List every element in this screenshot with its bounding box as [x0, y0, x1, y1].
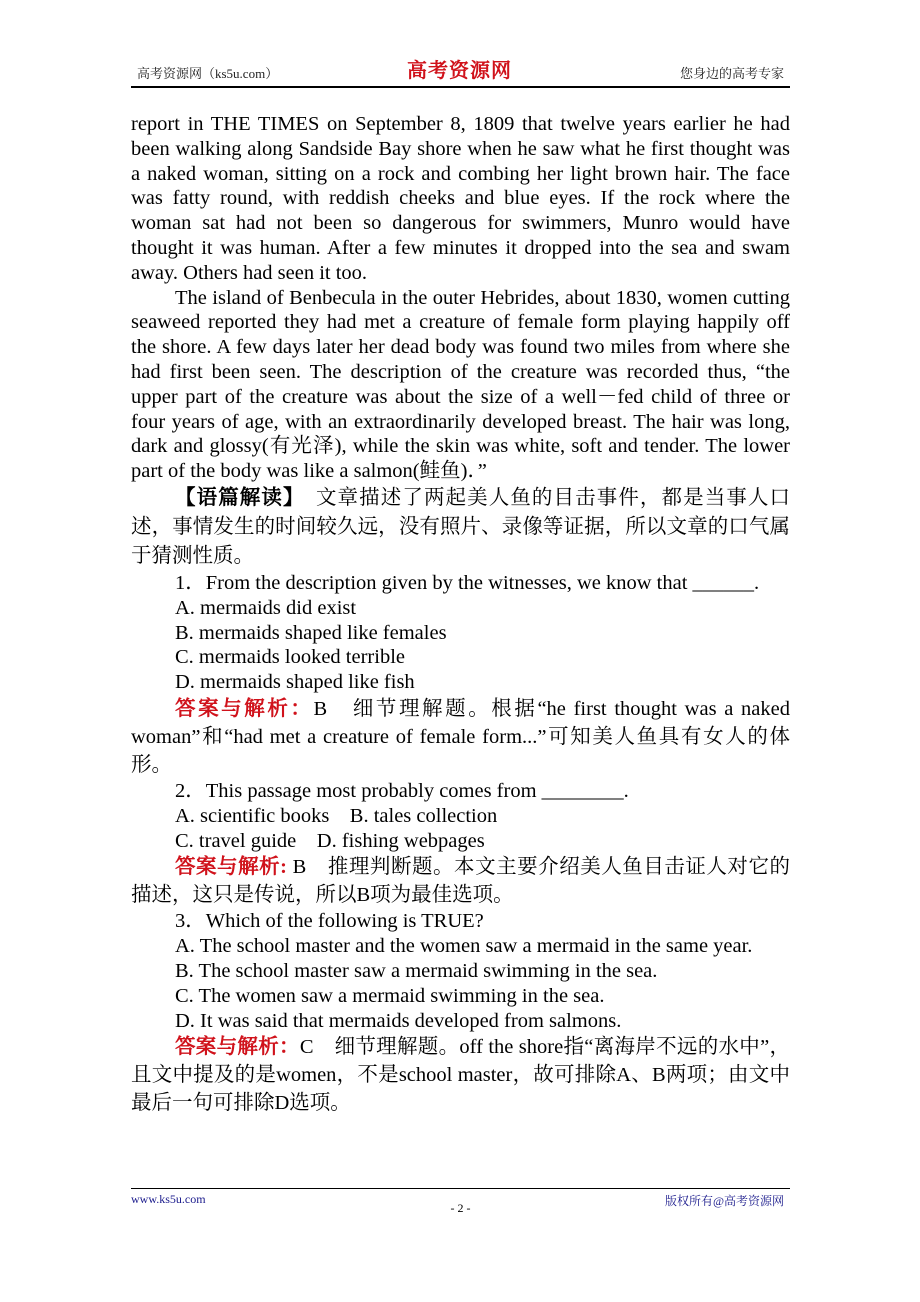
answer-text: B 细节理解题。根据“he first thought was a naked woman”和“had met a creature of female form...”可知美人鱼具有女人的体形。: [131, 697, 791, 776]
page-header: [131, 52, 790, 88]
analysis-text: 文章描述了两起美人鱼的目击事件，都是当事人口述，事情发生的时间较久远，没有照片、录像等证据，所以文章的口气属于猜测性质。: [131, 486, 791, 567]
option-b: B. The school master saw a mermaid swimming in the sea.: [175, 959, 658, 982]
document-body: [131, 112, 790, 1117]
question-2: [131, 779, 790, 909]
question-3: [131, 909, 790, 1117]
option-a: A. The school master and the women saw a mermaid in the same year.: [175, 935, 753, 958]
question-1: [131, 571, 790, 779]
passage-paragraph-1: report in THE TIMES on September 8, 1809 that twelve years earlier he had been walking along Sandside Bay shore when he saw what he first thought was a naked woman, sitting on a rock and combing her light brown hair. The face was fatty round, with reddish cheeks and blue eyes. If the rock where the woman sat had not been so dangerous for swimmers, Munro would have thought it was human. After a few minutes it dropped into the sea and swam away. Others had seen it too.: [131, 113, 790, 284]
page-footer: [131, 1188, 790, 1215]
question-stem: 1．From the description given by the witnesses, we know that ______.: [175, 571, 760, 594]
option-c: C. mermaids looked terrible: [175, 646, 405, 669]
option-ab: A. scientific books B. tales collection: [175, 804, 498, 827]
analysis-label: 【语篇解读】: [175, 486, 295, 509]
footer-link[interactable]: www.ks5u.com: [131, 1192, 206, 1206]
answer-explanation: [131, 695, 790, 779]
option-a: A. mermaids did exist: [175, 596, 357, 619]
answer-text: B 推理判断题。本文主要介绍美人鱼目击证人对它的描述，这只是传说，所以B项为最佳选项。: [131, 856, 790, 907]
answer-explanation: [131, 853, 790, 909]
footer-copyright: 版权所有@高考资源网: [664, 1194, 784, 1208]
option-b: B. mermaids shaped like females: [175, 621, 447, 644]
option-c: C. The women saw a mermaid swimming in the sea.: [175, 984, 605, 1007]
passage-paragraph-2: The island of Benbecula in the outer Hebrides, about 1830, women cutting seaweed reported they had met a creature of female form playing happily off the shore. A few days later her dead body was found two miles from where she had first been seen. The description of the creature was recorded thus, “the upper part of the creature was about the size of a well－fed child of three or four years of age, with an extraordinarily developed breast. The hair was long, dark and glossy(有光泽), while the skin was white, soft and tender. The lower part of the body was like a salmon(鲑鱼)．”: [131, 286, 790, 483]
answer-text: C 细节理解题。off the shore指“离海岸不远的水中”，且文中提及的是women，不是school master，故可排除A、B两项；由文中最后一句可排除D选项。: [131, 1036, 791, 1115]
question-stem: 3．Which of the following is TRUE?: [175, 910, 484, 933]
option-d: D. It was said that mermaids developed from salmons.: [175, 1009, 622, 1032]
answer-label: 答案与解析：: [175, 697, 314, 720]
answer-label: 答案与解析：: [175, 1036, 300, 1059]
option-d: D. mermaids shaped like fish: [175, 671, 415, 694]
header-logo: 高考资源网: [407, 60, 512, 82]
page-number: - 2 -: [450, 1201, 471, 1215]
question-stem: 2．This passage most probably comes from ________.: [175, 779, 629, 802]
header-site-name: 高考资源网（ks5u.com）: [137, 66, 279, 81]
answer-explanation: [131, 1033, 790, 1117]
option-cd: C. travel guide D. fishing webpages: [175, 829, 485, 852]
passage-analysis: [131, 484, 790, 571]
header-slogan: 您身边的高考专家: [679, 66, 784, 81]
answer-label: 答案与解析:: [175, 856, 287, 879]
